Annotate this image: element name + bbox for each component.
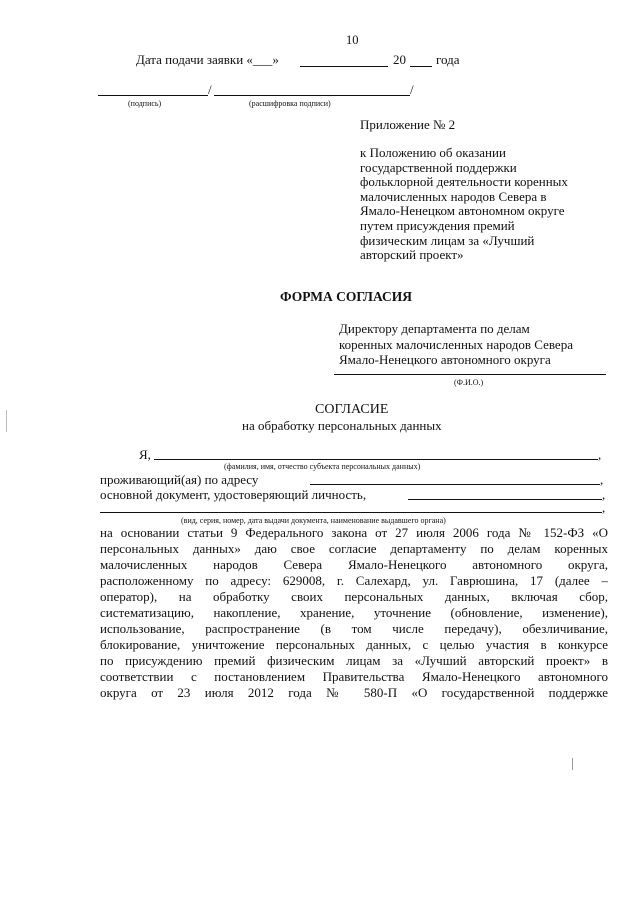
body-line: использование, распространение (в том числе передачу), обезличивание,: [100, 621, 608, 636]
subject-name-caption: (фамилия, имя, отчество субъекта персональных данных): [224, 462, 421, 471]
body-line: малочисленных народов Севера Ямало-Ненецкого автономного округа,: [100, 557, 608, 572]
identity-document-field-2[interactable]: [100, 512, 602, 513]
identity-document-field[interactable]: [408, 499, 602, 500]
body-line: на основании статьи 9 Федерального закона от 27 июля 2006 года № 152-ФЗ «О: [100, 525, 608, 540]
signature-blank[interactable]: [98, 95, 208, 96]
body-line: расположенному по адресу: 629008, г. Салехард, ул. Гаврюшина, 17 (далее –: [100, 573, 608, 588]
appendix-line: авторский проект»: [360, 247, 464, 263]
fio-caption: (Ф.И.О.): [454, 378, 484, 387]
year-prefix: 20: [393, 52, 406, 67]
addressee-line: Ямало-Ненецкого автономного округа: [339, 352, 551, 367]
scan-artifact: [6, 410, 7, 432]
body-line: по присуждению премий физическим лицам за «Лучший авторский проект» в: [100, 653, 608, 668]
signature-decoding-blank[interactable]: [214, 95, 410, 96]
address-field[interactable]: [310, 484, 600, 485]
subject-name-field[interactable]: [154, 459, 598, 460]
form-title: ФОРМА СОГЛАСИЯ: [280, 289, 413, 304]
appendix-title: Приложение № 2: [360, 117, 456, 132]
address-label: проживающий(ая) по адресу: [100, 472, 259, 487]
scan-artifact: [572, 758, 573, 770]
appendix-line: физическим лицам за «Лучший: [360, 232, 535, 248]
page-number: 10: [346, 33, 359, 47]
year-suffix: года: [436, 52, 460, 67]
appendix-line: малочисленных народов Севера в: [360, 188, 547, 204]
appendix-line: Ямало-Ненецком автономном округе: [360, 203, 565, 219]
body-line: округа от 23 июля 2012 года № 580-П «О государственной поддержке: [100, 685, 608, 700]
addressee-line: Директору департамента по делам: [339, 321, 530, 336]
appendix-text: [360, 146, 568, 263]
subject-name-label: Я,: [139, 447, 151, 462]
identity-document-end-2: ,: [602, 500, 606, 515]
signature-decoding-slash: /: [410, 82, 414, 97]
date-month-blank[interactable]: [300, 66, 388, 67]
appendix-line: к Положению об оказании: [360, 145, 506, 160]
identity-document-end: ,: [602, 487, 606, 502]
signature-caption: (подпись): [128, 99, 162, 108]
addressee-block: [339, 321, 573, 368]
consent-title: СОГЛАСИЕ: [315, 402, 389, 417]
addressee-line: коренных малочисленных народов Севера: [339, 336, 573, 352]
identity-document-label: основной документ, удостоверяющий личность,: [100, 487, 367, 502]
body-line: систематизацию, накопление, хранение, уточнение (обновление, изменение),: [100, 605, 608, 620]
application-date-label: Дата подачи заявки «___»: [136, 52, 279, 67]
appendix-line: фольклорной деятельности коренных: [360, 174, 568, 190]
identity-document-caption: (вид, серия, номер, дата выдачи документа, наименование выдавшего органа): [181, 516, 446, 525]
signature-decoding-caption: (расшифровка подписи): [249, 99, 331, 108]
address-end: ,: [600, 472, 604, 487]
fio-blank[interactable]: [334, 374, 606, 375]
appendix-line: государственной поддержки: [360, 159, 517, 175]
consent-subtitle: на обработку персональных данных: [242, 418, 442, 433]
body-line: оператор), на обработку своих персональных данных, включая сбор,: [100, 589, 608, 604]
signature-slash: /: [208, 82, 212, 97]
year-blank[interactable]: [410, 66, 432, 67]
body-line: персональных данных» даю свое согласие департаменту по делам коренных: [100, 541, 608, 556]
appendix-line: путем присуждения премий: [360, 217, 515, 233]
subject-name-end: ,: [598, 447, 602, 462]
body-line: соответствии с постановлением Правительства Ямало-Ненецкого автономного: [100, 669, 608, 684]
body-line: блокирование, уничтожение персональных данных, с целью участия в конкурсе: [100, 637, 608, 652]
